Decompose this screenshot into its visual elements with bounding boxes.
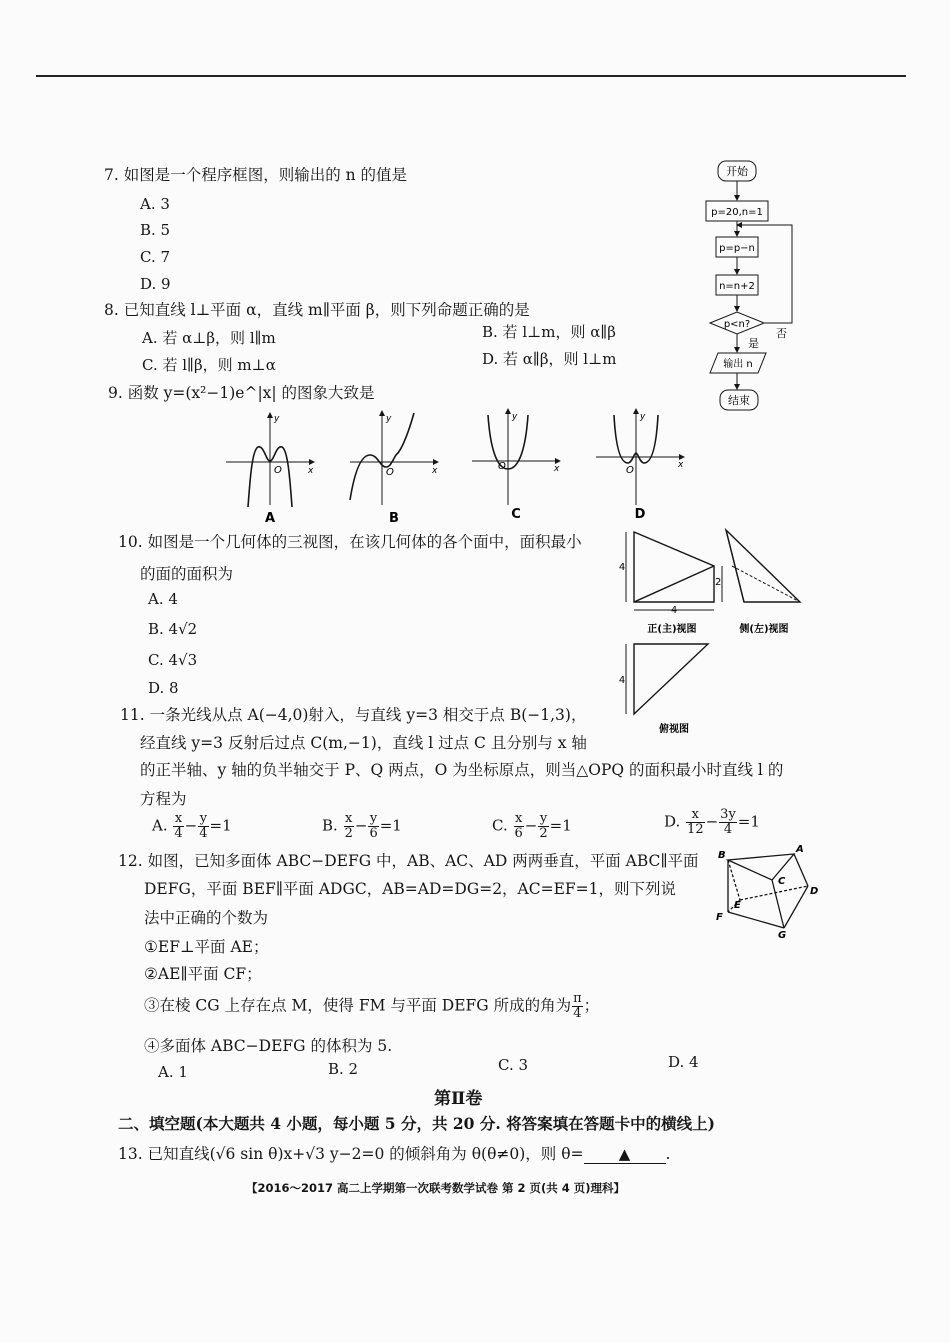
flow-step2-text: n=n+2 bbox=[719, 281, 755, 292]
page-footer: 【2016～2017 高二上学期第一次联考数学试卷 第 2 页(共 4 页)理科】 bbox=[246, 1181, 626, 1195]
q8-option-b: B. 若 l⊥m，则 α∥β bbox=[482, 323, 616, 341]
header-rule bbox=[36, 75, 906, 77]
q9-stem: 9. 函数 y=(x²−1)e^|x| 的图象大致是 bbox=[108, 384, 375, 402]
q8-stem: 8. 已知直线 l⊥平面 α，直线 m∥平面 β，则下列命题正确的是 bbox=[104, 301, 530, 319]
q11-option-d: D. $\frac{x}{12}$ − $\frac{3y}{4}$ =1 bbox=[664, 807, 760, 837]
q12-option-b: B. 2 bbox=[328, 1060, 359, 1078]
q10-front-label: 正(主)视图 bbox=[647, 624, 697, 635]
q13-stem: 13. 已知直线(√6 sin θ)x+√3 y−2=0 的倾斜角为 θ(θ≠0)，则 θ= ▲ . bbox=[118, 1145, 671, 1163]
q12-line1: 12. 如图，已知多面体 ABC−DEFG 中，AB、AC、AD 两两垂直，平面 ABC∥平面 bbox=[118, 852, 699, 870]
svg-text:y: y bbox=[386, 414, 392, 424]
q11-line2: 经直线 y=3 反射后过点 C(m,−1)，直线 l 过点 C 且分别与 x 轴 bbox=[140, 734, 587, 752]
q12-statement-1: ①EF⊥平面 AE； bbox=[144, 938, 269, 956]
q10-top-view bbox=[619, 644, 708, 735]
q9-label-d: D bbox=[634, 507, 646, 522]
svg-text:x: x bbox=[678, 460, 684, 470]
q9-label-b: B bbox=[389, 511, 399, 526]
svg-text:2: 2 bbox=[715, 577, 722, 588]
svg-text:O: O bbox=[274, 465, 282, 476]
svg-text:O: O bbox=[386, 467, 394, 478]
svg-text:x: x bbox=[432, 466, 438, 476]
q9-graph-a bbox=[226, 413, 314, 526]
section-2-title: 第Ⅱ卷 bbox=[434, 1089, 483, 1109]
svg-text:y: y bbox=[640, 412, 646, 422]
q12-line3: 法中正确的个数为 bbox=[144, 909, 269, 927]
q8-option-c: C. 若 l∥β，则 m⊥α bbox=[142, 356, 276, 374]
q10-stem-line2: 的面的面积为 bbox=[140, 565, 234, 583]
svg-text:F: F bbox=[716, 912, 723, 923]
q10-option-d: D. 8 bbox=[148, 679, 179, 697]
q7-option-d: D. 9 bbox=[140, 275, 171, 293]
q11-line3: 的正半轴、y 轴的负半轴交于 P、Q 两点，O 为坐标原点，则当△OPQ 的面积最小时直线 l 的 bbox=[140, 761, 784, 779]
q9-graph-c bbox=[472, 409, 560, 522]
q10-side-view bbox=[726, 530, 800, 635]
flow-cond-text: p<n? bbox=[723, 319, 751, 330]
svg-text:O: O bbox=[626, 465, 634, 476]
svg-text:G: G bbox=[778, 930, 787, 940]
svg-text:B: B bbox=[718, 850, 726, 861]
q7-option-b: B. 5 bbox=[140, 221, 171, 239]
flow-no-label: 否 bbox=[776, 327, 787, 340]
q11-option-a: A. $\frac{x}{4}$ − $\frac{y}{4}$ =1 bbox=[152, 811, 232, 841]
q11-line4: 方程为 bbox=[140, 790, 187, 808]
svg-text:O: O bbox=[498, 461, 506, 472]
q7-stem: 7. 如图是一个程序框图，则输出的 n 的值是 bbox=[104, 166, 408, 184]
q9-label-a: A bbox=[264, 511, 276, 526]
q10-option-c: C. 4√3 bbox=[148, 651, 198, 669]
flow-init-text: p=20,n=1 bbox=[711, 207, 763, 218]
q12-polyhedron bbox=[712, 840, 822, 940]
q10-side-label: 侧(左)视图 bbox=[739, 624, 789, 635]
svg-text:D: D bbox=[810, 886, 819, 897]
flow-start-text: 开始 bbox=[726, 165, 748, 178]
q10-stem-line1: 10. 如图是一个几何体的三视图，在该几何体的各个面中，面积最小 bbox=[118, 533, 582, 551]
svg-text:C: C bbox=[778, 876, 786, 887]
svg-text:y: y bbox=[274, 414, 280, 424]
flow-end-text: 结束 bbox=[728, 394, 750, 407]
q7-option-c: C. 7 bbox=[140, 248, 171, 266]
q12-option-c: C. 3 bbox=[498, 1056, 529, 1074]
q8-option-d: D. 若 α∥β，则 l⊥m bbox=[482, 350, 617, 368]
q12-statement-4: ④多面体 ABC−DEFG 的体积为 5. bbox=[144, 1037, 393, 1055]
flowchart-figure bbox=[690, 155, 805, 420]
q10-option-a: A. 4 bbox=[148, 590, 178, 608]
q11-option-c: C. $\frac{x}{6}$ − $\frac{y}{2}$ =1 bbox=[492, 811, 572, 841]
flow-step1-text: p=p−n bbox=[719, 243, 755, 254]
q12-statement-2: ②AE∥平面 CF； bbox=[144, 965, 262, 983]
q8-option-a: A. 若 α⊥β，则 l∥m bbox=[142, 329, 276, 347]
q12-statement-3: ③在棱 CG 上存在点 M，使得 FM 与平面 DEFG 所成的角为 $\frac{\pi}{4}$ ； bbox=[144, 991, 600, 1021]
q10-three-views bbox=[614, 522, 810, 740]
q12-line2: DEFG，平面 BEF∥平面 ADGC，AB=AD=DG=2，AC=EF=1，则下列说 bbox=[144, 880, 677, 898]
q10-front-view bbox=[619, 532, 722, 635]
fill-in-header: 二、填空题(本大题共 4 小题，每小题 5 分，共 20 分. 将答案填在答题卡中的横线上) bbox=[118, 1114, 715, 1133]
q13-answer-blank: ▲ bbox=[584, 1145, 666, 1164]
q12-option-a: A. 1 bbox=[158, 1063, 188, 1081]
q9-graph-b bbox=[350, 411, 438, 526]
svg-text:4: 4 bbox=[618, 675, 626, 686]
svg-text:A: A bbox=[796, 844, 804, 855]
svg-text:x: x bbox=[308, 466, 314, 476]
q10-top-label: 俯视图 bbox=[659, 724, 689, 735]
flow-yes-label: 是 bbox=[748, 337, 759, 350]
q11-option-b: B. $\frac{x}{2}$ − $\frac{y}{6}$ =1 bbox=[322, 811, 402, 841]
q9-graph-d bbox=[596, 409, 684, 522]
svg-text:y: y bbox=[512, 412, 518, 422]
svg-text:x: x bbox=[554, 464, 560, 474]
q9-label-c: C bbox=[511, 507, 521, 522]
svg-text:4: 4 bbox=[618, 562, 626, 573]
q11-line1: 11. 一条光线从点 A(−4,0)射入，与直线 y=3 相交于点 B(−1,3)， bbox=[120, 706, 587, 724]
q7-option-a: A. 3 bbox=[140, 195, 170, 213]
svg-text:4: 4 bbox=[670, 605, 678, 616]
flow-output-text: 输出 n bbox=[723, 359, 753, 370]
svg-text:E: E bbox=[734, 900, 741, 911]
q12-option-d: D. 4 bbox=[668, 1053, 699, 1071]
q10-option-b: B. 4√2 bbox=[148, 620, 198, 638]
q9-graphs bbox=[222, 405, 692, 527]
